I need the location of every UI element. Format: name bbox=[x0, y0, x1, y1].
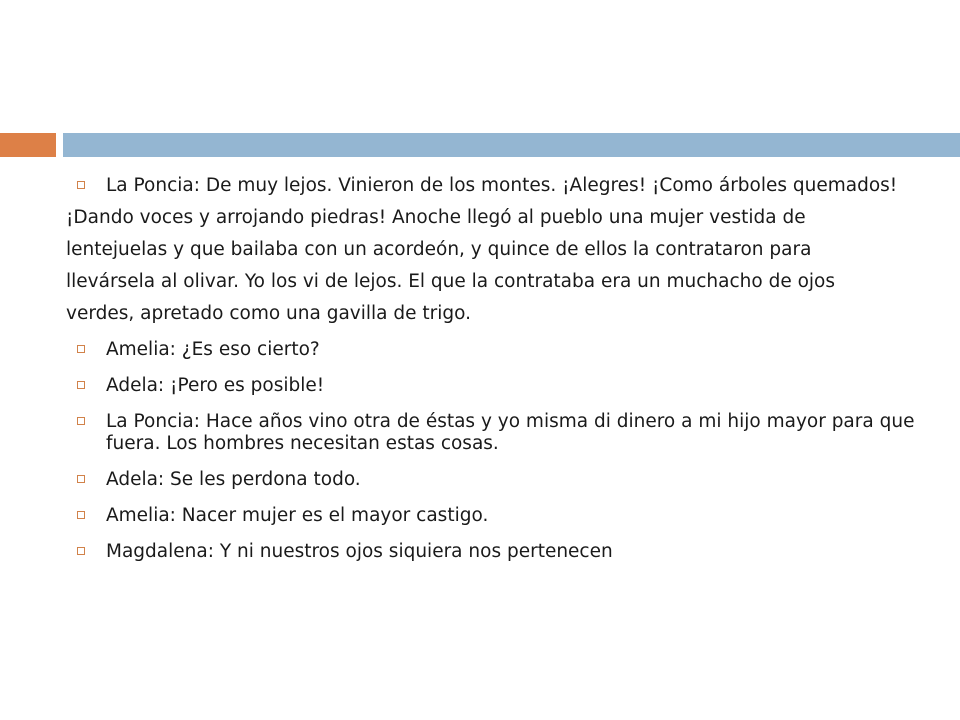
paragraph-line: llevársela al olivar. Yo los vi de lejos. El que la contrataba era un muchacho de ojos bbox=[66, 271, 836, 292]
square-bullet-icon bbox=[77, 417, 85, 425]
bullet-text: Amelia: ¿Es eso cierto? bbox=[106, 339, 320, 360]
list-item-amelia-2 bbox=[0, 500, 940, 532]
bullet-text: La Poncia: Hace años vino otra de éstas y yo misma di dinero a mi hijo mayor para que fuera. Los hombres necesitan estas cosas. bbox=[106, 411, 915, 454]
header-bar bbox=[63, 133, 960, 157]
list-item-amelia-1 bbox=[0, 334, 940, 366]
list-item-poncia-2 bbox=[0, 406, 940, 460]
paragraph-line: ¡Dando voces y arrojando piedras! Anoche llegó al pueblo una mujer vestida de bbox=[66, 207, 806, 228]
square-bullet-icon bbox=[77, 475, 85, 483]
bullet-text: Magdalena: Y ni nuestros ojos siquiera nos pertenecen bbox=[106, 541, 613, 562]
square-bullet-icon bbox=[77, 511, 85, 519]
list-item-adela-1 bbox=[0, 370, 940, 402]
bullet-text: Adela: Se les perdona todo. bbox=[106, 469, 361, 490]
bullet-paragraph bbox=[0, 170, 940, 330]
paragraph-line: La Poncia: De muy lejos. Vinieron de los montes. ¡Alegres! ¡Como árboles quemados! bbox=[106, 175, 898, 196]
list-item-adela-2 bbox=[0, 464, 940, 496]
bullet-text: Adela: ¡Pero es posible! bbox=[106, 375, 325, 396]
list-item-magdalena bbox=[0, 536, 940, 568]
header-accent-bar bbox=[0, 133, 56, 157]
bullet-text: Amelia: Nacer mujer es el mayor castigo. bbox=[106, 505, 489, 526]
slide-body bbox=[0, 170, 940, 568]
square-bullet-icon bbox=[77, 181, 85, 189]
square-bullet-icon bbox=[77, 345, 85, 353]
list-item-poncia-1 bbox=[0, 170, 940, 330]
paragraph-line: verdes, apretado como una gavilla de trigo. bbox=[66, 303, 471, 324]
square-bullet-icon bbox=[77, 381, 85, 389]
square-bullet-icon bbox=[77, 547, 85, 555]
paragraph-line: lentejuelas y que bailaba con un acordeón, y quince de ellos la contrataron para bbox=[66, 239, 812, 260]
